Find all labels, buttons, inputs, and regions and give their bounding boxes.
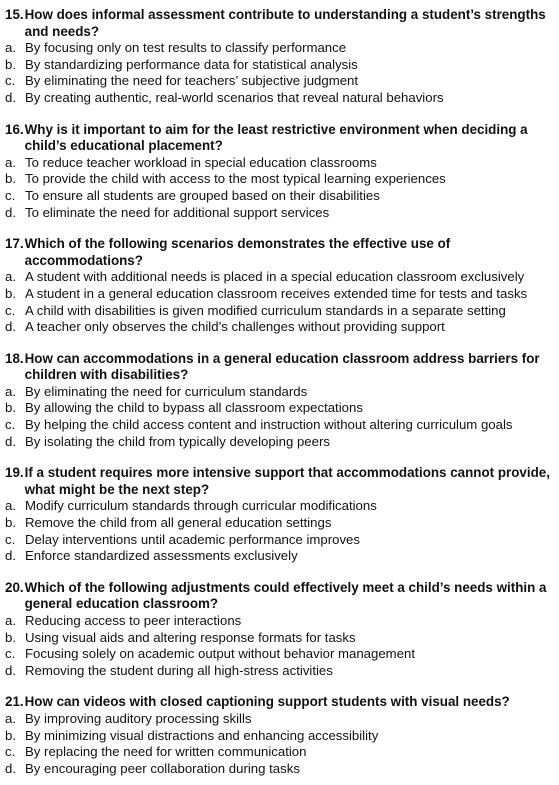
option-text: Reducing access to peer interactions [25, 613, 242, 628]
option-text: Focusing solely on academic output without behavior management [25, 646, 415, 662]
answer-option [0, 57, 559, 74]
question-text: How can accommodations in a general education classroom address barriers for children with disabilities? [24, 350, 540, 383]
question-number: 20. [5, 579, 24, 595]
option-letter: b. [5, 515, 16, 531]
answer-option [0, 532, 559, 549]
option-text: To eliminate the need for additional support services [25, 204, 330, 220]
question-text: How does informal assessment contribute to understanding a student’s strengths and needs? [24, 7, 546, 39]
question-block [0, 465, 559, 565]
option-text: To provide the child with access to the most typical learning experiences [25, 171, 446, 187]
answer-option [0, 171, 559, 188]
option-letter: d. [5, 319, 16, 335]
option-text: By replacing the need for written communication [25, 744, 307, 760]
option-text: Using visual aids and altering response formats for tasks [25, 629, 356, 645]
answer-option [0, 630, 559, 647]
option-letter: c. [5, 744, 16, 760]
answer-option [0, 400, 559, 417]
option-letter: c. [5, 187, 16, 203]
question-number: 18. [5, 350, 24, 366]
option-letter: d. [5, 760, 16, 776]
option-letter: c. [5, 417, 16, 433]
answer-option [0, 155, 559, 172]
question-heading [0, 122, 559, 155]
question-block [0, 694, 559, 777]
option-text: A student with additional needs is placed in a special education classroom exclusively [25, 269, 525, 285]
answer-option [0, 548, 559, 565]
answer-option [0, 319, 559, 336]
option-text: By creating authentic, real-world scenarios that reveal natural behaviors [25, 89, 444, 105]
question-block [0, 351, 559, 451]
answer-option [0, 663, 559, 680]
option-text: By minimizing visual distractions and enhancing accessibility [25, 727, 379, 743]
option-letter: b. [5, 727, 16, 743]
answer-option [0, 498, 559, 515]
option-letter: b. [5, 400, 16, 416]
question-text: If a student requires more intensive support that accommodations cannot provide, what might be the next step? [24, 465, 550, 497]
answer-option [0, 744, 559, 761]
answer-option [0, 90, 559, 107]
option-letter: d. [5, 548, 16, 564]
answer-option [0, 515, 559, 532]
question-text: How can videos with closed captioning support students with visual needs? [24, 694, 510, 710]
option-letter: d. [5, 204, 16, 220]
answer-option [0, 711, 559, 728]
option-text: To ensure all students are grouped based on their disabilities [25, 187, 380, 203]
option-letter: c. [5, 73, 16, 89]
answer-option [0, 269, 559, 286]
question-text: Which of the following adjustments could effectively meet a child’s needs within a general education classroom? [24, 579, 547, 612]
option-text: Delay interventions until academic performance improves [25, 531, 360, 547]
answer-option [0, 73, 559, 90]
question-number: 17. [5, 236, 24, 252]
option-text: By isolating the child from typically developing peers [25, 433, 330, 449]
option-text: By helping the child access content and instruction without altering curriculum goals [25, 417, 513, 433]
question-number: 15. [5, 7, 24, 22]
option-letter: c. [5, 531, 16, 547]
question-heading [0, 694, 559, 711]
option-letter: b. [5, 56, 16, 72]
question-block [0, 236, 559, 336]
option-letter: b. [5, 629, 16, 645]
answer-option [0, 646, 559, 663]
option-letter: a. [5, 383, 16, 399]
option-text: Remove the child from all general education settings [25, 515, 332, 531]
answer-option [0, 613, 559, 630]
answer-option [0, 417, 559, 434]
answer-option [0, 761, 559, 778]
question-heading [0, 351, 559, 384]
question-heading [0, 465, 559, 498]
option-text: Enforce standardized assessments exclusively [25, 548, 298, 564]
option-text: A child with disabilities is given modified curriculum standards in a separate setting [25, 302, 506, 318]
option-letter: c. [5, 646, 16, 662]
question-heading [0, 580, 559, 613]
question-text: Why is it important to aim for the least restrictive environment when deciding a child’s educational placement? [24, 121, 528, 154]
answer-option [0, 728, 559, 745]
option-letter: b. [5, 285, 16, 301]
option-text: By eliminating the need for curriculum standards [25, 383, 308, 399]
answer-option [0, 303, 559, 320]
option-letter: d. [5, 89, 16, 105]
option-letter: a. [5, 269, 16, 285]
answer-option [0, 40, 559, 57]
option-text: By focusing only on test results to classify performance [25, 40, 347, 56]
option-text: A student in a general education classroom receives extended time for tests and tasks [25, 285, 528, 301]
option-letter: a. [5, 154, 16, 170]
option-text: To reduce teacher workload in special education classrooms [25, 154, 377, 170]
option-letter: a. [5, 498, 16, 514]
answer-option [0, 384, 559, 401]
question-number: 19. [5, 465, 24, 481]
option-text: Removing the student during all high-stress activities [25, 662, 333, 678]
answer-option [0, 434, 559, 451]
question-number: 16. [5, 121, 24, 137]
question-heading [0, 236, 559, 269]
option-text: By standardizing performance data for statistical analysis [25, 56, 358, 72]
answer-option [0, 205, 559, 222]
option-text: By eliminating the need for teachers’ subjective judgment [25, 73, 359, 89]
option-text: By encouraging peer collaboration during tasks [25, 760, 300, 776]
question-text: Which of the following scenarios demonstrates the effective use of accommodations? [24, 236, 451, 268]
option-letter: c. [5, 302, 16, 318]
option-letter: b. [5, 171, 16, 187]
answer-option [0, 286, 559, 303]
option-text: A teacher only observes the child’s challenges without providing support [25, 319, 445, 335]
option-letter: a. [5, 613, 16, 628]
question-block [0, 122, 559, 222]
option-text: Modify curriculum standards through curricular modifications [25, 498, 377, 514]
option-letter: a. [5, 40, 16, 56]
option-letter: d. [5, 662, 16, 678]
question-heading [0, 7, 559, 40]
question-block [0, 580, 559, 680]
question-number: 21. [5, 694, 24, 710]
option-text: By improving auditory processing skills [25, 710, 252, 726]
answer-option [0, 188, 559, 205]
option-letter: d. [5, 433, 16, 449]
option-letter: a. [5, 710, 16, 726]
option-text: By allowing the child to bypass all classroom expectations [25, 400, 363, 416]
question-block [0, 7, 559, 107]
